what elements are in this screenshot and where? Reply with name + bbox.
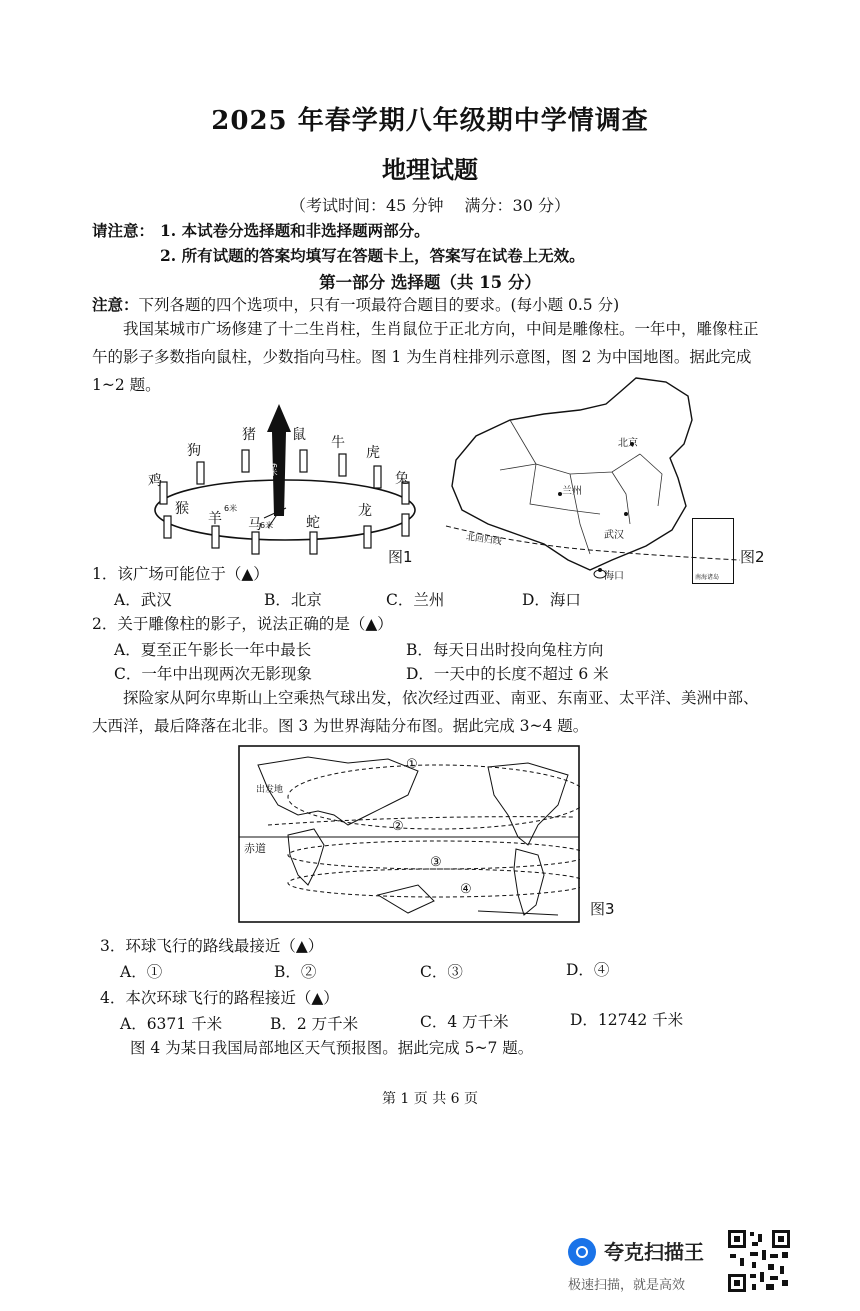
label-long: 龙: [358, 503, 372, 519]
q4-option-d: D．12742 千米: [570, 1011, 684, 1029]
route-4-label: ④: [460, 882, 472, 897]
route-3-label: ③: [430, 855, 442, 870]
label-hu: 虎: [366, 445, 380, 461]
start-point-label: 出发地: [256, 785, 284, 795]
figure-1-zodiac-pillars: [140, 398, 430, 568]
label-tu: 兔: [395, 471, 409, 487]
map-frame: [239, 746, 579, 922]
q4-option-c: C．4 万千米: [420, 1013, 509, 1031]
notice-item-1: 1. 本试卷分选择题和非选择题两部分。: [160, 221, 430, 240]
q3-stem: 3．环球飞行的路线最接近（▲）: [100, 937, 324, 955]
small-height-label-a: 6米: [224, 504, 238, 513]
figure-2-label: 图2: [740, 548, 765, 566]
quark-logo-icon: [568, 1238, 596, 1266]
label-niu: 牛: [331, 435, 345, 451]
exam-title: 2025 年春学期八年级期中学情调查: [211, 106, 649, 136]
section-note-label: 注意：: [92, 295, 139, 314]
route-1-label: ①: [406, 757, 418, 772]
tropic-label: 北回归线: [465, 532, 503, 548]
notice-label: 请注意：: [92, 221, 155, 240]
small-height-label-b: 6米: [260, 521, 274, 530]
passage-1: 我国某城市广场修建了十二生肖柱，生肖鼠位于正北方向，中间是雕像柱。一年中，雕像柱正午的影子多数指向鼠柱，少数指向马柱。图 1 为生肖柱排列示意图，图 2 为中国地图。据此完成 1~2 题。: [92, 320, 759, 394]
watermark-slogan: 极速扫描，就是高效: [568, 1278, 686, 1293]
figure-1-label: 图1: [388, 548, 413, 566]
q2-option-a: A．夏至正午影长一年中最长: [114, 641, 312, 659]
q4-option-a: A．6371 千米: [120, 1015, 223, 1033]
q3-option-c: C．③: [420, 963, 463, 981]
q2-option-d: D．一天中的长度不超过 6 米: [406, 665, 609, 683]
label-gou: 狗: [187, 443, 201, 459]
q2-option-b: B．每天日出时投向兔柱方向: [406, 641, 604, 659]
label-yang: 羊: [208, 511, 222, 527]
inset-label: 南海诸岛: [695, 574, 720, 581]
q3-option-a: A．①: [120, 963, 163, 981]
label-shu: 鼠: [292, 427, 306, 443]
label-zhu: 猪: [242, 427, 256, 443]
q1-option-a: A．武汉: [114, 591, 172, 609]
pillar-height-label: 6米: [269, 463, 278, 477]
city-haikou: 海口: [604, 571, 624, 582]
page-footer: 第 1 页 共 6 页: [381, 1091, 479, 1107]
plaza-ellipse: [155, 480, 415, 540]
q1-option-b: B．北京: [264, 591, 322, 609]
city-wuhan: 武汉: [604, 530, 624, 541]
wuhan-dot: [624, 512, 628, 516]
passage-3: 图 4 为某日我国局部地区天气预报图。据此完成 5~7 题。: [130, 1039, 534, 1057]
label-ma: 马: [248, 517, 262, 533]
q4-stem: 4．本次环球飞行的路程接近（▲）: [100, 989, 339, 1007]
q1-option-d: D．海口: [522, 591, 581, 609]
figure-3-label: 图3: [590, 900, 615, 918]
city-beijing: 北京: [618, 438, 638, 449]
exam-meta: （考试时间：45 分钟 满分：30 分）: [290, 196, 570, 215]
passage-2: 探险家从阿尔卑斯山上空乘热气球出发，依次经过西亚、南亚、东南亚、太平洋、美洲中部、大西洋，最后降落在北非。图 3 为世界海陆分布图。据此完成 3~4 题。: [92, 689, 759, 735]
qr-code-icon: [726, 1228, 792, 1294]
q2-option-c: C．一年中出现两次无影现象: [114, 665, 312, 683]
exam-subtitle: 地理试题: [382, 155, 478, 184]
notice-item-2: 2. 所有试题的答案均填写在答题卡上，答案写在试卷上无效。: [160, 246, 585, 265]
q1-stem: 1．该广场可能位于（▲）: [92, 565, 269, 583]
city-lanzhou: 兰州: [562, 486, 582, 497]
route-2-label: ②: [392, 819, 404, 834]
q3-option-d: D．④: [566, 961, 610, 979]
section-heading: 第一部分 选择题（共 15 分）: [319, 273, 541, 292]
q2-stem: 2．关于雕像柱的影子，说法正确的是（▲）: [92, 615, 393, 633]
section-note: [92, 293, 619, 317]
south-china-sea-inset: [692, 518, 734, 584]
label-she: 蛇: [306, 515, 320, 531]
haikou-dot: [598, 568, 602, 572]
q1-option-c: C．兰州: [386, 591, 445, 609]
q3-option-b: B．②: [274, 963, 317, 981]
section-note-text: 下列各题的四个选项中，只有一项最符合题目的要求。(每小题 0.5 分): [138, 296, 620, 314]
equator-label: 赤道: [244, 842, 266, 855]
label-hou: 猴: [175, 501, 189, 517]
statue-shadow-arrow: [267, 404, 291, 516]
watermark-brand: 夸克扫描王: [604, 1240, 704, 1264]
label-ji: 鸡: [148, 473, 162, 489]
q4-option-b: B．2 万千米: [270, 1015, 359, 1033]
